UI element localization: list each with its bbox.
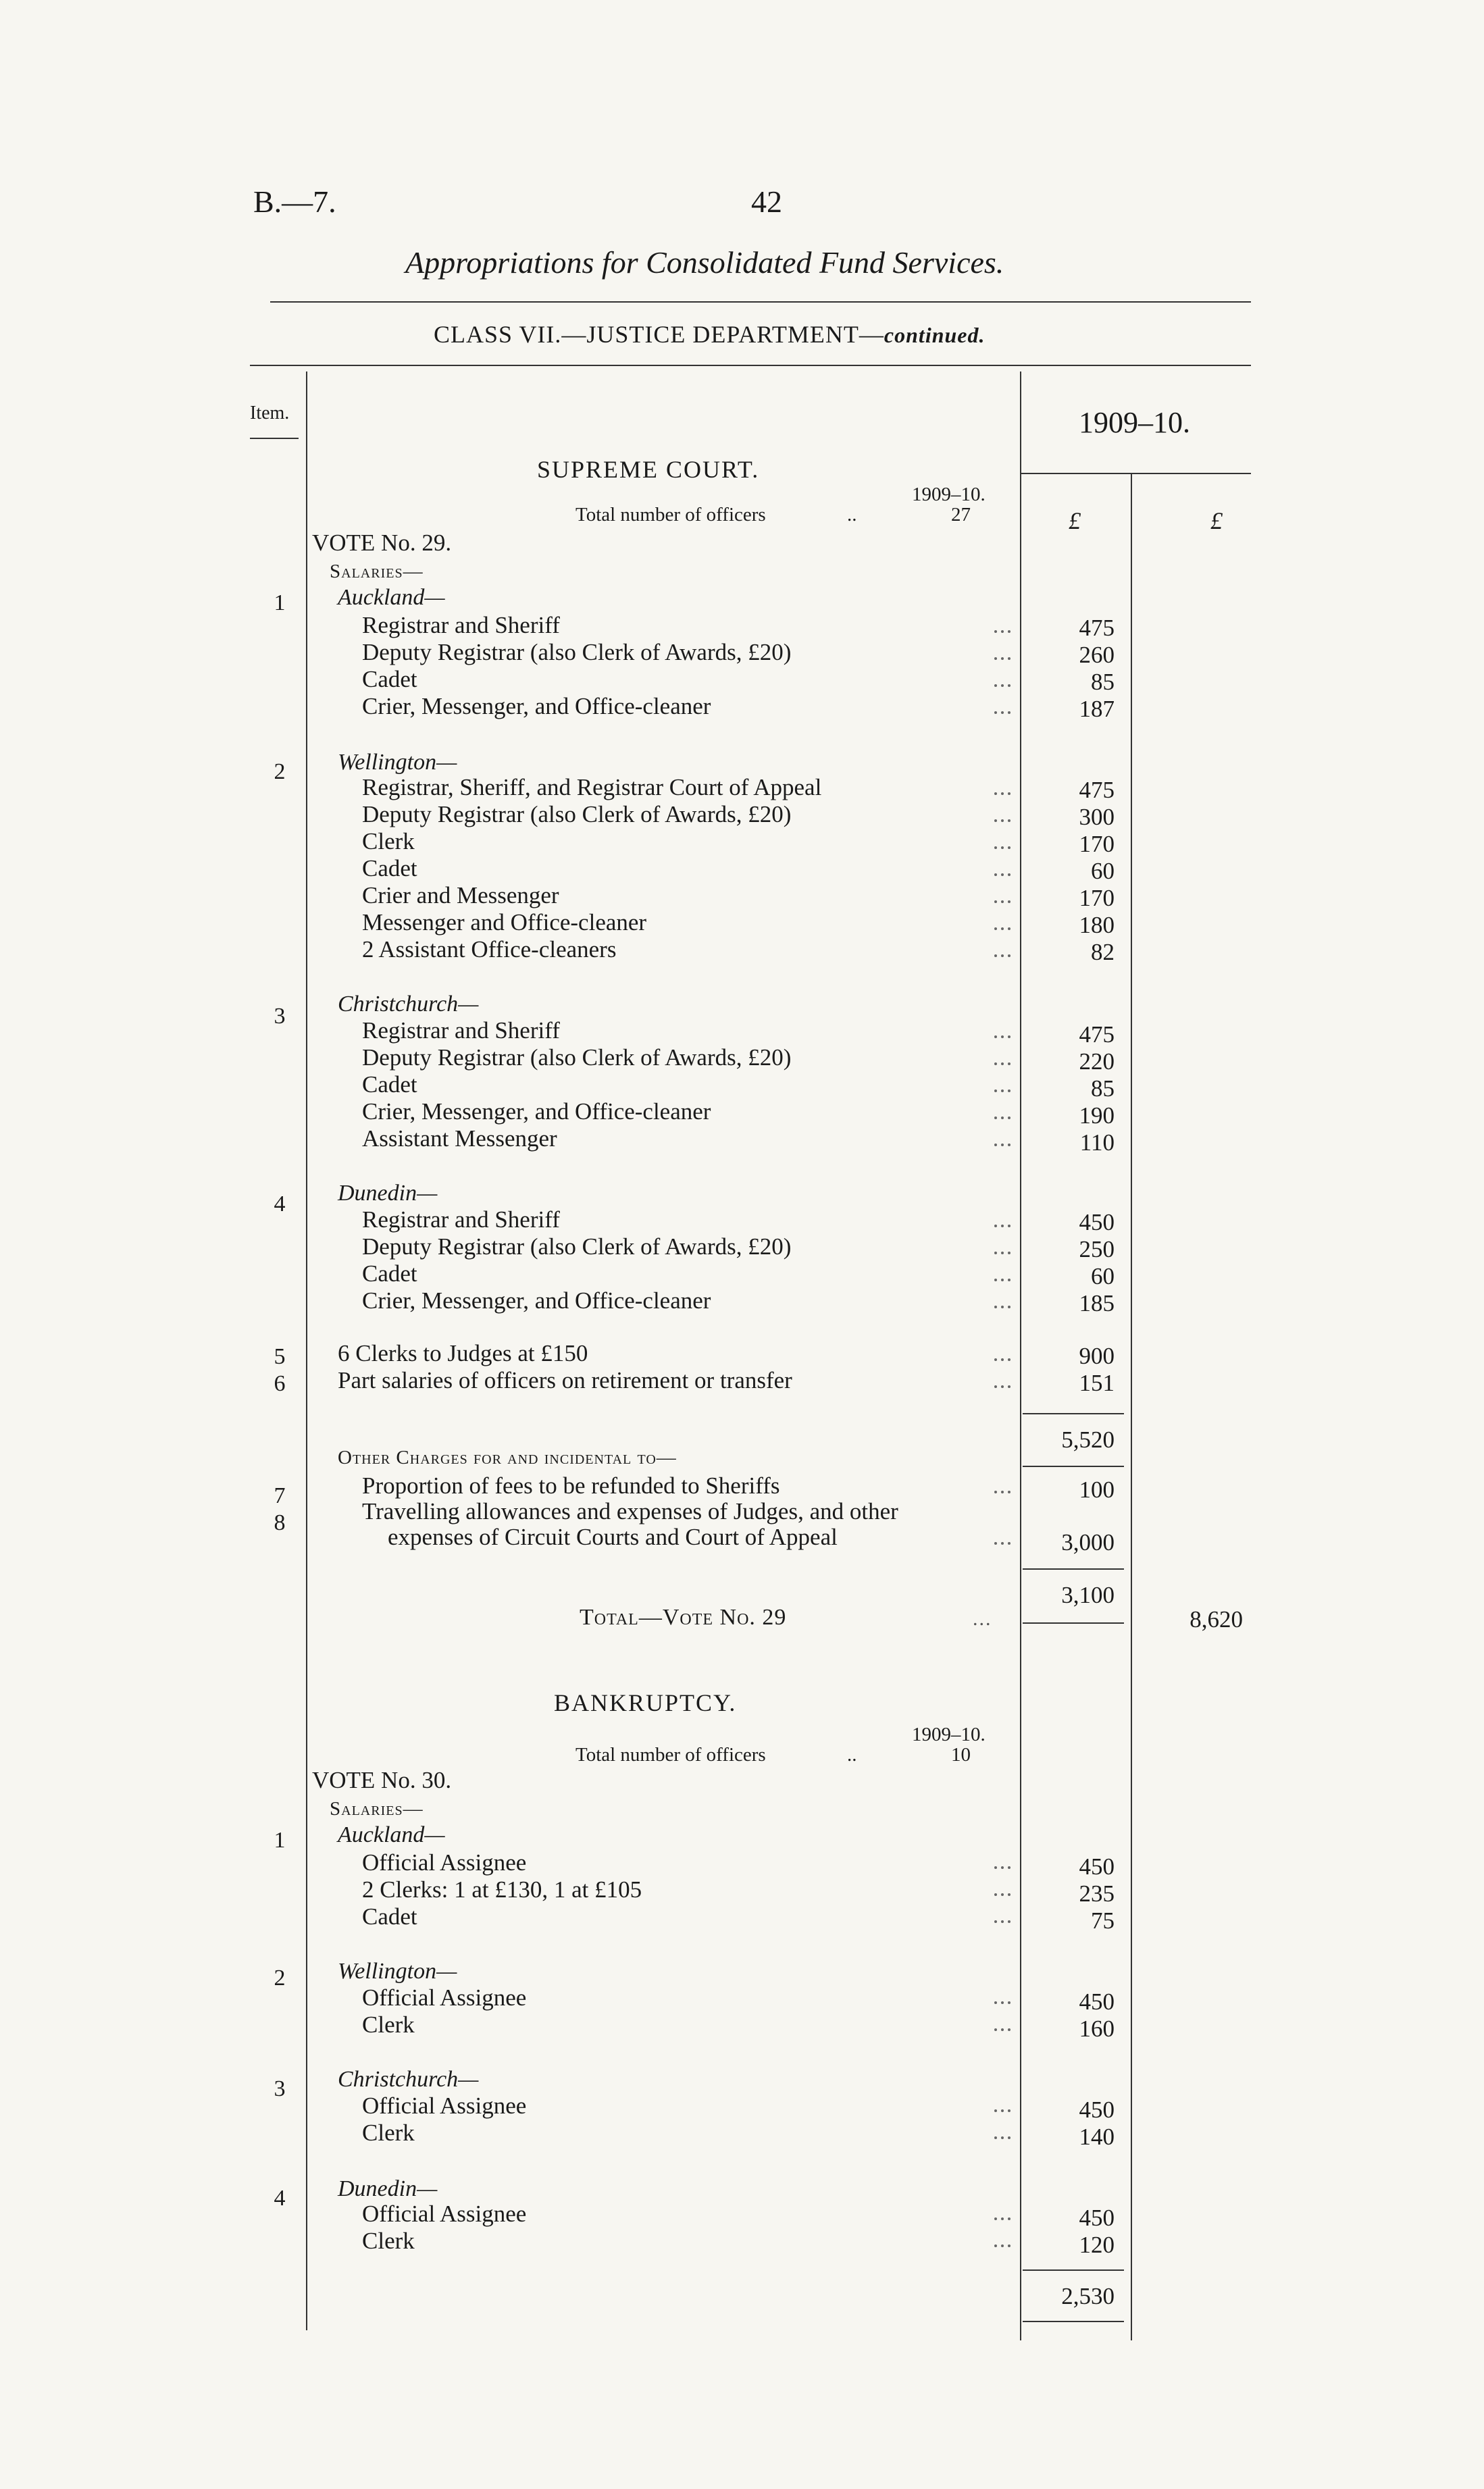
line-amount: 250 (1079, 1236, 1115, 1262)
total-dots: ... (973, 1608, 992, 1630)
line-label: Deputy Registrar (also Clerk of Awards, £20) (362, 801, 792, 827)
line-label: Official Assignee (362, 1984, 527, 2011)
header-rule (270, 301, 1251, 303)
line-amount: 450 (1079, 2097, 1115, 2123)
page-number: 42 (751, 184, 782, 219)
line-label: Deputy Registrar (also Clerk of Awards, £20) (362, 639, 792, 665)
vote-29-heading: VOTE No. 29. (312, 530, 452, 556)
line-label: Proportion of fees to be refunded to Sheriffs (362, 1472, 780, 1499)
line-label: Official Assignee (362, 2093, 527, 2119)
line-label: 2 Assistant Office-cleaners (362, 936, 617, 963)
line-amount: 450 (1079, 1209, 1115, 1235)
item-number: 2 (274, 1966, 286, 1991)
supreme-officers-year: 1909–10. (912, 484, 986, 505)
page-subtitle: Appropriations for Consolidated Fund Services. (405, 245, 1004, 280)
line-label: Registrar and Sheriff (362, 1206, 560, 1233)
line-label: Crier, Messenger, and Office-cleaner (362, 1098, 711, 1125)
line-label: 2 Clerks: 1 at £130, 1 at £105 (362, 1876, 642, 1903)
line-label: Deputy Registrar (also Clerk of Awards, £20) (362, 1233, 792, 1260)
city-heading: Dunedin— (338, 1181, 438, 1206)
line-label: Registrar and Sheriff (362, 1017, 560, 1044)
line-amount: 475 (1079, 1021, 1115, 1048)
line-amount: 900 (1079, 1343, 1115, 1369)
line-amount: 151 (1079, 1370, 1115, 1396)
item-head-rule (250, 438, 299, 439)
amount-column-rule (1020, 371, 1021, 2340)
city-heading: Auckland— (338, 585, 445, 610)
line-label: Clerk (362, 2228, 415, 2254)
line-amount: 475 (1079, 777, 1115, 803)
line-amount: 60 (1091, 858, 1115, 884)
item-number: 6 (274, 1371, 286, 1396)
line-label: Cadet (362, 1260, 417, 1287)
year-head-rule (1020, 473, 1251, 474)
line-amount: 190 (1079, 1102, 1115, 1129)
line-label-continued: expenses of Circuit Courts and Court of Appeal (388, 1524, 838, 1550)
line-amount: 120 (1079, 2232, 1115, 2258)
class-heading: CLASS VII.—JUSTICE DEPARTMENT—continued. (434, 321, 986, 348)
pound-header-1: £ (1069, 507, 1081, 534)
item-number: 4 (274, 2186, 286, 2211)
item-number: 2 (274, 759, 286, 784)
vote-30-heading: VOTE No. 30. (312, 1767, 452, 1793)
subtotal-rule (1023, 2269, 1124, 2271)
line-amount: 110 (1079, 1129, 1115, 1156)
line-amount: 300 (1079, 804, 1115, 830)
line-label: Cadet (362, 1071, 417, 1098)
line-label: Assistant Messenger (362, 1125, 557, 1152)
line-amount: 180 (1079, 912, 1115, 938)
item-number: 5 (274, 1344, 286, 1369)
line-amount: 75 (1091, 1907, 1115, 1934)
bankruptcy-officers-year: 1909–10. (912, 1724, 986, 1745)
line-label: 6 Clerks to Judges at £150 (338, 1340, 588, 1366)
other-charges-heading: Other Charges for and incidental to— (338, 1447, 677, 1468)
line-label: Cadet (362, 666, 417, 692)
line-amount: 160 (1079, 2016, 1115, 2042)
subtotal-rule (1023, 1466, 1124, 1467)
line-amount: 85 (1091, 1075, 1115, 1102)
table-top-rule (250, 365, 1251, 366)
bankruptcy-officers-dots: .. (847, 1744, 857, 1766)
item-number: 4 (274, 1191, 286, 1216)
city-heading: Auckland— (338, 1822, 445, 1847)
city-heading: Christchurch— (338, 2067, 479, 2092)
class-heading-continued: continued. (884, 323, 986, 347)
line-amount: 450 (1079, 1853, 1115, 1880)
item-number: 1 (274, 1828, 286, 1853)
supreme-officers-count: 27 (951, 504, 971, 525)
line-amount: 260 (1079, 642, 1115, 668)
vote-29-grand-total: 8,620 (1189, 1606, 1243, 1633)
item-number: 3 (274, 1004, 286, 1029)
bankruptcy-salaries-subtotal: 2,530 (1061, 2283, 1115, 2309)
item-number: 7 (274, 1483, 286, 1508)
line-amount: 475 (1079, 615, 1115, 641)
salaries-subtotal: 5,520 (1061, 1427, 1115, 1453)
year-column-header: 1909–10. (1079, 406, 1190, 439)
line-amount: 185 (1079, 1290, 1115, 1316)
line-amount: 3,000 (1061, 1529, 1115, 1556)
line-label: Messenger and Office-cleaner (362, 909, 647, 935)
supreme-court-title: SUPREME COURT. (537, 456, 760, 483)
line-label: Cadet (362, 1903, 417, 1930)
item-column-rule (306, 371, 307, 2330)
line-label: Crier and Messenger (362, 882, 559, 908)
city-heading: Wellington— (338, 1959, 457, 1984)
subtotal-rule (1023, 2321, 1124, 2322)
line-label: Travelling allowances and expenses of Judges, and other (362, 1498, 898, 1524)
other-charges-subtotal: 3,100 (1061, 1582, 1115, 1608)
line-amount: 187 (1079, 696, 1115, 722)
line-label: Part salaries of officers on retirement or transfer (338, 1367, 792, 1393)
city-heading: Wellington— (338, 750, 457, 775)
line-label: Official Assignee (362, 2201, 527, 2227)
line-label: Registrar, Sheriff, and Registrar Court of Appeal (362, 774, 822, 800)
line-label: Cadet (362, 855, 417, 881)
city-heading: Dunedin— (338, 2176, 438, 2201)
line-amount: 140 (1079, 2124, 1115, 2150)
line-label: Crier, Messenger, and Office-cleaner (362, 693, 711, 719)
supreme-officers-label: Total number of officers (575, 504, 766, 525)
city-heading: Christchurch— (338, 992, 479, 1017)
document-reference: B.—7. (253, 184, 336, 219)
subtotal-rule (1023, 1568, 1124, 1570)
line-label: Clerk (362, 2120, 415, 2146)
line-amount: 100 (1079, 1477, 1115, 1503)
line-amount: 220 (1079, 1048, 1115, 1075)
subtotal-column-rule (1131, 473, 1132, 2340)
line-amount: 170 (1079, 885, 1115, 911)
bankruptcy-officers-count: 10 (951, 1744, 971, 1766)
line-label: Clerk (362, 828, 415, 854)
line-amount: 450 (1079, 2205, 1115, 2231)
line-label: Crier, Messenger, and Office-cleaner (362, 1287, 711, 1314)
line-amount: 60 (1091, 1263, 1115, 1289)
supreme-officers-dots: .. (847, 504, 857, 525)
line-amount: 82 (1091, 939, 1115, 965)
line-amount: 85 (1091, 669, 1115, 695)
line-amount: 170 (1079, 831, 1115, 857)
item-number: 3 (274, 2076, 286, 2101)
item-number: 8 (274, 1510, 286, 1535)
bankruptcy-salaries-heading: Salaries— (330, 1798, 424, 1820)
item-column-header: Item. (250, 403, 290, 424)
subtotal-rule (1023, 1413, 1124, 1414)
bankruptcy-title: BANKRUPTCY. (554, 1689, 737, 1716)
line-label: Official Assignee (362, 1849, 527, 1876)
line-amount: 235 (1079, 1880, 1115, 1907)
item-number: 1 (274, 590, 286, 615)
line-label: Clerk (362, 2011, 415, 2038)
line-label: Deputy Registrar (also Clerk of Awards, £20) (362, 1044, 792, 1071)
line-label: Registrar and Sheriff (362, 612, 560, 638)
line-amount: 450 (1079, 1988, 1115, 2015)
bankruptcy-officers-label: Total number of officers (575, 1744, 766, 1766)
vote-29-total-label: Total—Vote No. 29 (580, 1605, 787, 1630)
subtotal-rule (1023, 1622, 1124, 1624)
pound-header-2: £ (1210, 507, 1223, 534)
supreme-salaries-heading: Salaries— (330, 561, 424, 582)
